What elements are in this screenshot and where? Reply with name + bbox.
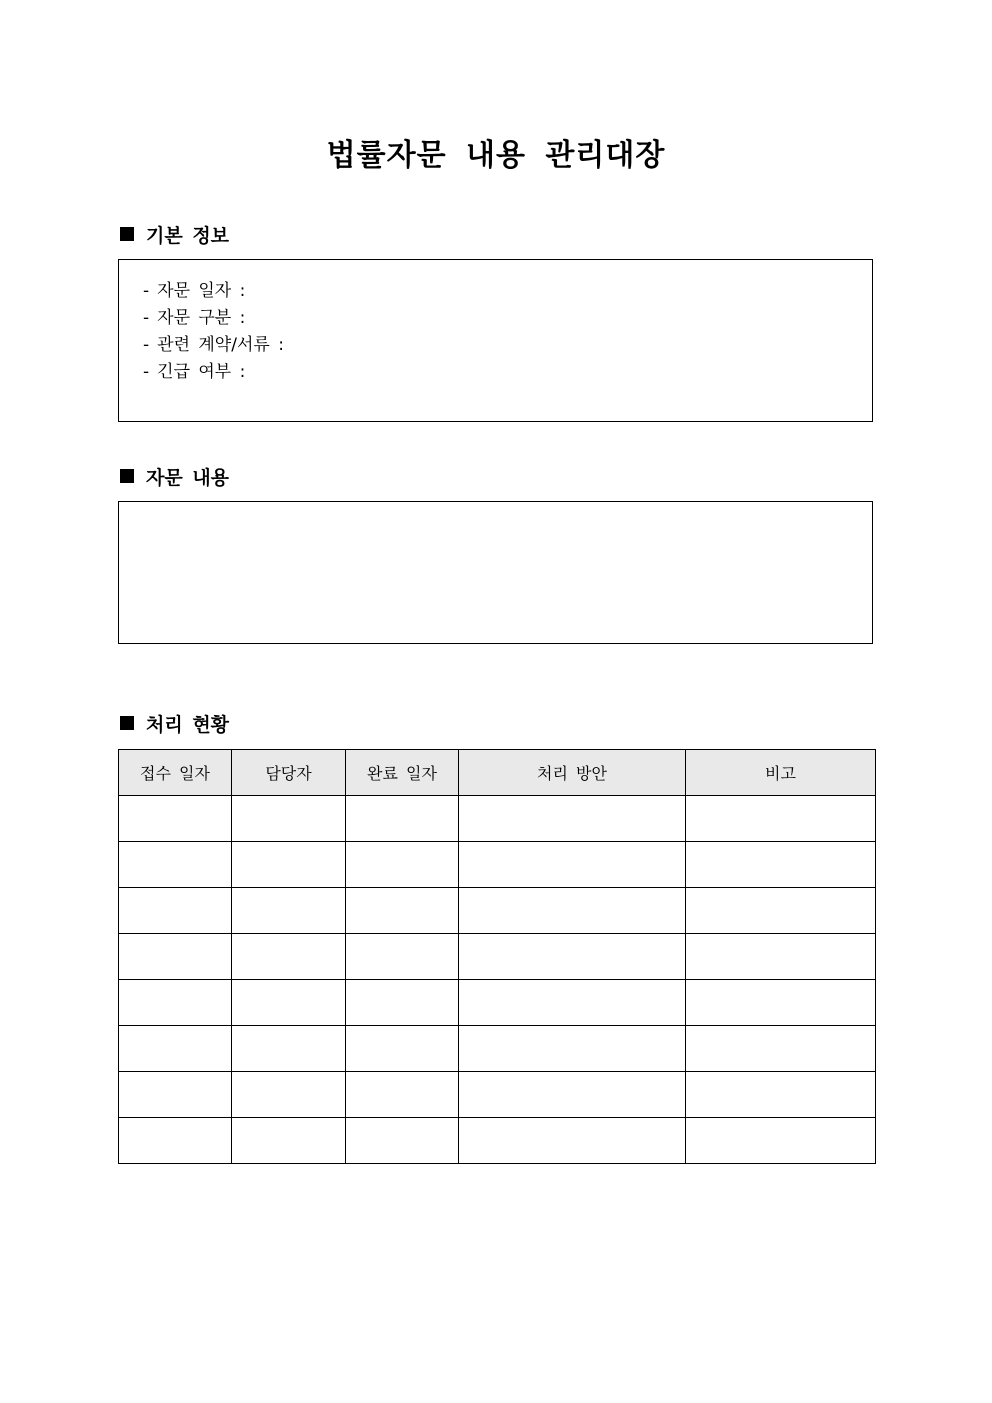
section-heading-advice-content xyxy=(118,463,229,489)
table-row xyxy=(119,1118,876,1164)
table-cell[interactable] xyxy=(119,1026,232,1072)
table-cell[interactable] xyxy=(686,888,876,934)
table-cell[interactable] xyxy=(346,796,459,842)
table-cell[interactable] xyxy=(459,1072,686,1118)
table-cell[interactable] xyxy=(119,1072,232,1118)
document-title: 법률자문 내용 관리대장 xyxy=(326,138,666,173)
field-label: 자문 일자 : xyxy=(157,281,246,301)
field-related-contract: - 관련 계약/서류 : xyxy=(143,332,872,359)
table-cell[interactable] xyxy=(459,1026,686,1072)
section-heading-basic-info xyxy=(118,221,229,247)
table-cell[interactable] xyxy=(119,1118,232,1164)
table-cell[interactable] xyxy=(119,934,232,980)
table-cell[interactable] xyxy=(459,796,686,842)
table-cell[interactable] xyxy=(346,934,459,980)
field-advice-type: - 자문 구분 : xyxy=(143,305,872,332)
square-bullet-icon xyxy=(120,469,134,483)
table-cell[interactable] xyxy=(232,1072,346,1118)
column-header-remarks: 비고 xyxy=(686,750,876,796)
table-cell[interactable] xyxy=(232,1118,346,1164)
column-header-person-in-charge: 담당자 xyxy=(232,750,346,796)
square-bullet-icon xyxy=(120,716,134,730)
table-body xyxy=(119,796,876,1164)
table-cell[interactable] xyxy=(346,1118,459,1164)
column-header-completion-date: 완료 일자 xyxy=(346,750,459,796)
basic-info-list xyxy=(119,260,872,386)
table-cell[interactable] xyxy=(459,980,686,1026)
table-cell[interactable] xyxy=(459,934,686,980)
table-header-row xyxy=(119,750,876,796)
table-row xyxy=(119,1026,876,1072)
table-cell[interactable] xyxy=(346,888,459,934)
column-header-action-plan: 처리 방안 xyxy=(459,750,686,796)
table-cell[interactable] xyxy=(232,888,346,934)
table-cell[interactable] xyxy=(459,1118,686,1164)
column-header-received-date: 접수 일자 xyxy=(119,750,232,796)
table-cell[interactable] xyxy=(686,1072,876,1118)
table-cell[interactable] xyxy=(686,934,876,980)
table-cell[interactable] xyxy=(686,1026,876,1072)
table-cell[interactable] xyxy=(119,842,232,888)
processing-status-table xyxy=(118,749,876,1164)
table-row xyxy=(119,1072,876,1118)
table-cell[interactable] xyxy=(686,980,876,1026)
advice-content-box[interactable] xyxy=(118,501,873,644)
table-cell[interactable] xyxy=(686,842,876,888)
table-row xyxy=(119,842,876,888)
table-cell[interactable] xyxy=(459,888,686,934)
table-cell[interactable] xyxy=(346,980,459,1026)
table-cell[interactable] xyxy=(232,934,346,980)
section-heading-processing-status xyxy=(118,710,229,736)
table-cell[interactable] xyxy=(346,842,459,888)
field-advice-date: - 자문 일자 : xyxy=(143,278,872,305)
table-cell[interactable] xyxy=(232,796,346,842)
table-row xyxy=(119,980,876,1026)
section-heading-label: 기본 정보 xyxy=(146,224,230,247)
table-cell[interactable] xyxy=(686,1118,876,1164)
table-cell[interactable] xyxy=(232,980,346,1026)
table-row xyxy=(119,888,876,934)
basic-info-box xyxy=(118,259,873,422)
table-cell[interactable] xyxy=(686,796,876,842)
section-heading-label: 처리 현황 xyxy=(146,713,230,736)
table-row xyxy=(119,934,876,980)
field-label: 긴급 여부 : xyxy=(157,362,246,382)
table-cell[interactable] xyxy=(119,980,232,1026)
table-cell[interactable] xyxy=(459,842,686,888)
field-label: 관련 계약/서류 : xyxy=(157,335,284,355)
table-row xyxy=(119,796,876,842)
field-label: 자문 구분 : xyxy=(157,308,246,328)
table-cell[interactable] xyxy=(119,796,232,842)
section-heading-label: 자문 내용 xyxy=(146,466,230,489)
square-bullet-icon xyxy=(120,227,134,241)
field-urgency: - 긴급 여부 : xyxy=(143,359,872,386)
table-cell[interactable] xyxy=(232,842,346,888)
table-cell[interactable] xyxy=(346,1026,459,1072)
table-cell[interactable] xyxy=(232,1026,346,1072)
table-cell[interactable] xyxy=(346,1072,459,1118)
table-cell[interactable] xyxy=(119,888,232,934)
